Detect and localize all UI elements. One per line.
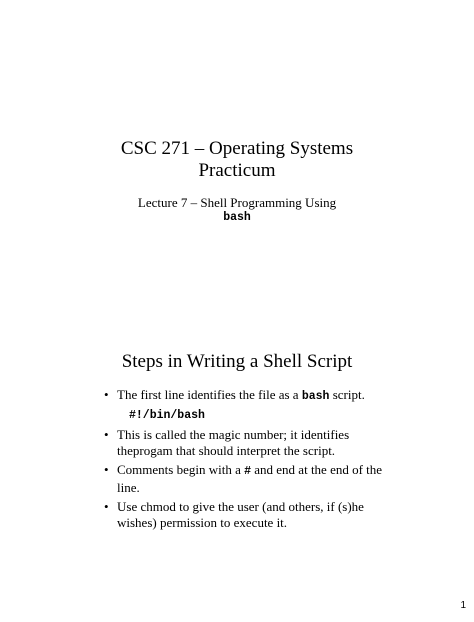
- bullet-item-3: [104, 462, 394, 496]
- bullet-icon: •: [104, 427, 109, 442]
- slide-1-title: [0, 138, 474, 182]
- bullet-list: [104, 387, 394, 534]
- slide-1-subtitle-line-1: Lecture 7 – Shell Programming Using: [137, 195, 337, 210]
- bullet-1-text-after: script.: [329, 387, 365, 402]
- slide-1-subtitle: [0, 195, 474, 225]
- bullet-3-text-before: Comments begin with a: [117, 462, 245, 477]
- bullet-1-code-line: #!/bin/bash: [129, 409, 205, 422]
- bullet-4-text: Use chmod to give the user (and others, if (s)he wishes) permission to execute it.: [117, 499, 364, 530]
- bullet-1-text-before: The first line identifies the file as a: [117, 387, 302, 402]
- bullet-3-code: #: [244, 465, 252, 478]
- bullet-icon: •: [104, 499, 109, 514]
- bullet-icon: •: [104, 387, 109, 402]
- slide-1-title-line-1: CSC 271 – Operating Systems: [120, 138, 354, 159]
- bullet-item-2: [104, 427, 394, 459]
- slide-1-title-line-2: Practicum: [198, 160, 276, 181]
- bullet-3-text-after: and end at the end of the line.: [117, 462, 383, 495]
- slide-2-title: Steps in Writing a Shell Script: [121, 351, 353, 372]
- bullet-icon: •: [104, 462, 109, 477]
- bullet-2-text: This is called the magic number; it identifies theprogam that should interpret the script.: [117, 427, 350, 458]
- page-number: 1: [460, 600, 466, 611]
- bullet-item-1: [104, 387, 394, 424]
- bullet-item-4: [104, 499, 394, 531]
- bullet-1-code: bash: [301, 390, 330, 403]
- slide-1-subtitle-code: bash: [223, 211, 251, 224]
